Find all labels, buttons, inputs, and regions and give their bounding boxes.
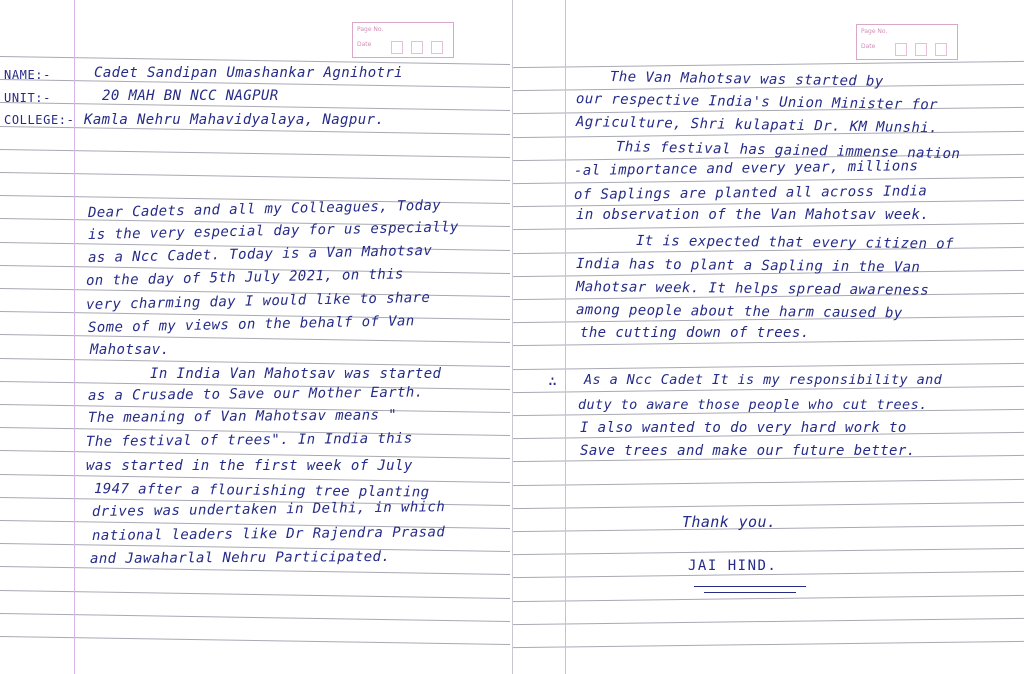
right-body-line: It is expected that every citizen of: [635, 233, 954, 253]
page-number-box-left: [352, 22, 454, 58]
right-body-line: As a Ncc Cadet It is my responsibility and: [584, 372, 943, 388]
name-label: NAME:-: [4, 68, 51, 82]
right-body-line: Mahotsar week. It helps spread awareness: [575, 279, 930, 299]
unit-label: UNIT:-: [4, 91, 51, 105]
therefore-symbol: ∴: [548, 372, 558, 390]
right-body-line: among people about the harm caused by: [575, 302, 903, 322]
page-number-box-right: [856, 24, 958, 60]
left-body-line: national leaders like Dr Rajendra Prasad: [91, 524, 446, 544]
right-body-line: I also wanted to do very hard work to: [580, 420, 907, 436]
right-body-line: of Saplings are planted all across India: [573, 183, 928, 203]
signoff-underline: [694, 586, 806, 587]
left-body-line: very charming day I would like to share: [85, 289, 431, 313]
right-body-line: India has to plant a Sapling in the Van: [575, 256, 921, 276]
unit-value: 20 MAH BN NCC NAGPUR: [102, 88, 279, 104]
page-no-label: Page No.: [357, 26, 384, 33]
right-margin-rule: [565, 0, 566, 674]
page-no-label: Page No.: [861, 28, 888, 35]
right-body-line: in observation of the Van Mahotsav week.: [576, 207, 930, 223]
left-body-line: as a Ncc Cadet. Today is a Van Mahotsav: [87, 242, 433, 266]
college-value: Kamla Nehru Mahavidyalaya, Nagpur.: [84, 112, 385, 128]
left-body-line: as a Crusade to Save our Mother Earth.: [87, 384, 424, 404]
name-value: Cadet Sandipan Umashankar Agnihotri: [94, 65, 404, 81]
right-body-line: duty to aware those people who cut trees.: [578, 397, 928, 413]
left-body-line: Dear Cadets and all my Colleagues, Today: [87, 197, 442, 221]
left-body-line: Some of my views on the behalf of Van: [87, 313, 415, 336]
right-body-line: -al importance and every year, millions: [573, 158, 919, 179]
left-body-line: The festival of trees". In India this: [85, 430, 413, 450]
left-body-line: 1947 after a flourishing tree planting: [93, 481, 430, 501]
left-body-line: Mahotsav.: [90, 342, 170, 358]
college-label: COLLEGE:-: [4, 113, 75, 127]
signoff-underline-2: [704, 592, 796, 593]
date-label: Date: [861, 43, 876, 50]
date-label: Date: [357, 41, 372, 48]
jai-hind: JAI HIND.: [688, 558, 778, 574]
left-body-line: on the day of 5th July 2021, on this: [85, 266, 404, 289]
left-body-line: and Jawaharlal Nehru Participated.: [89, 548, 391, 567]
right-body-line: our respective India's Union Minister for: [575, 91, 939, 114]
right-body-line: Save trees and make our future better.: [580, 443, 916, 459]
left-body-line: The meaning of Van Mahotsav means ": [87, 407, 398, 426]
page-gutter: [512, 0, 513, 674]
right-body-line: Agriculture, Shri kulapati Dr. KM Munshi.: [575, 114, 939, 137]
thank-you: Thank you.: [682, 513, 777, 531]
left-body-line: drives was undertaken in Delhi, in which: [91, 499, 446, 520]
right-body-line: the cutting down of trees.: [580, 325, 810, 341]
left-body-line: In India Van Mahotsav was started: [150, 366, 442, 382]
left-body-line: is the very especial day for us especially: [87, 219, 459, 243]
left-margin-rule: [74, 0, 75, 674]
left-body-line: was started in the first week of July: [86, 458, 413, 474]
right-body-line: This festival has gained immense nation: [615, 139, 961, 163]
right-body-line: The Van Mahotsav was started by: [609, 69, 884, 90]
